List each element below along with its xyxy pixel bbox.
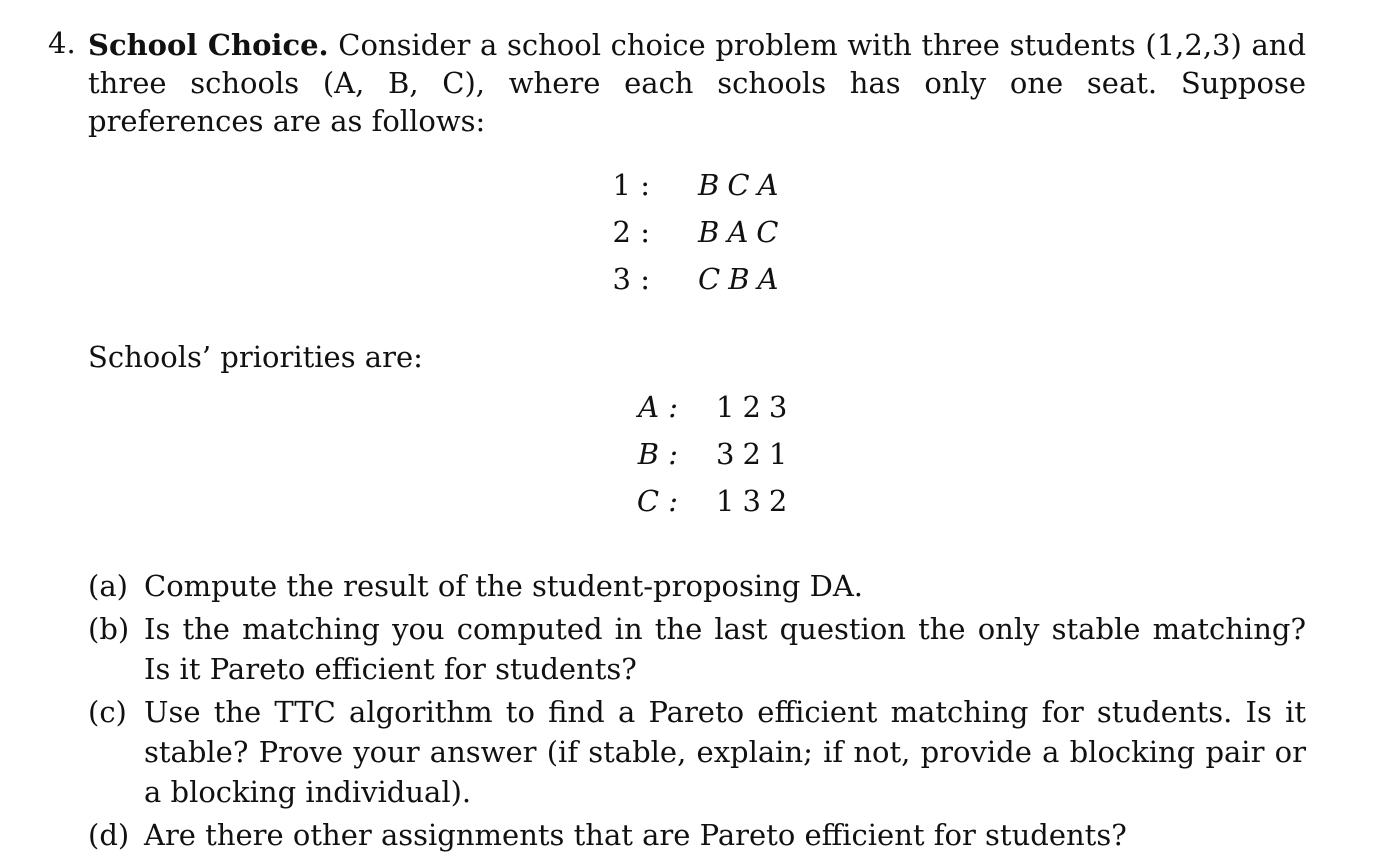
rank-item: A (757, 262, 779, 296)
intro-text: Consider a school choice problem with three students (1,2,3) and three schools (A, B, C), where each schools has only one seat. Suppose preferences are as follows: (88, 28, 1307, 138)
preference-row (608, 162, 908, 209)
rank-item: A (757, 168, 779, 202)
part-letter: (a) (88, 569, 128, 603)
student-preferences (608, 162, 908, 303)
school-label: C : (636, 484, 678, 518)
rank-item: B (698, 215, 720, 249)
ranking (698, 256, 786, 303)
sub-question-b (88, 609, 1306, 689)
rank-item: 2 (742, 390, 761, 424)
problem-number: 4. (48, 26, 76, 60)
part-text: Use the TTC algorithm to find a Pareto efficient matching for students. Is it stable? Prove your answer (if stable, explain; if not, provide a blocking pair or a blocking individual). (144, 695, 1306, 809)
school-label: B : (637, 437, 678, 471)
rank-item: 1 (716, 484, 735, 518)
preference-row (608, 256, 908, 303)
priority-row (608, 478, 908, 525)
problem-body (88, 26, 1306, 140)
student-label: 2 : (612, 215, 650, 249)
part-text: Are there other assignments that are Pareto efficient for students? (144, 818, 1127, 852)
rank-item: B (728, 262, 750, 296)
part-text: Compute the result of the student-proposing DA. (144, 569, 863, 603)
part-text: Is the matching you computed in the last question the only stable matching? Is it Pareto efficient for students? (144, 612, 1306, 686)
problem-title: School Choice. (88, 28, 329, 62)
rank-item: 3 (742, 484, 761, 518)
sub-question-d (88, 815, 1306, 855)
problem-intro (88, 26, 1306, 140)
rank-item: 1 (768, 437, 788, 471)
rank-item: C (756, 215, 779, 249)
rank-item: 2 (742, 437, 761, 471)
priorities-intro: Schools’ priorities are: (88, 340, 423, 374)
part-letter: (c) (88, 695, 127, 729)
part-letter: (b) (88, 612, 130, 646)
priority-row (608, 384, 908, 431)
sub-question-a (88, 566, 1306, 606)
rank-item: C (727, 168, 750, 202)
school-priorities (608, 384, 908, 525)
rank-item: B (698, 168, 720, 202)
rank-item: 2 (768, 484, 788, 518)
ranking (698, 162, 786, 209)
part-letter: (d) (88, 818, 130, 852)
rank-item: A (727, 215, 749, 249)
ranking (716, 384, 795, 431)
sub-question-c (88, 692, 1306, 812)
priority-row (608, 431, 908, 478)
sub-questions (88, 566, 1306, 858)
ranking (716, 478, 795, 525)
rank-item: 3 (716, 437, 735, 471)
rank-item: 1 (716, 390, 735, 424)
preference-row (608, 209, 908, 256)
student-label: 1 : (612, 168, 650, 202)
student-label: 3 : (612, 262, 650, 296)
rank-item: 3 (768, 390, 788, 424)
ranking (698, 209, 786, 256)
rank-item: C (698, 262, 721, 296)
school-label: A : (638, 390, 678, 424)
ranking (716, 431, 795, 478)
